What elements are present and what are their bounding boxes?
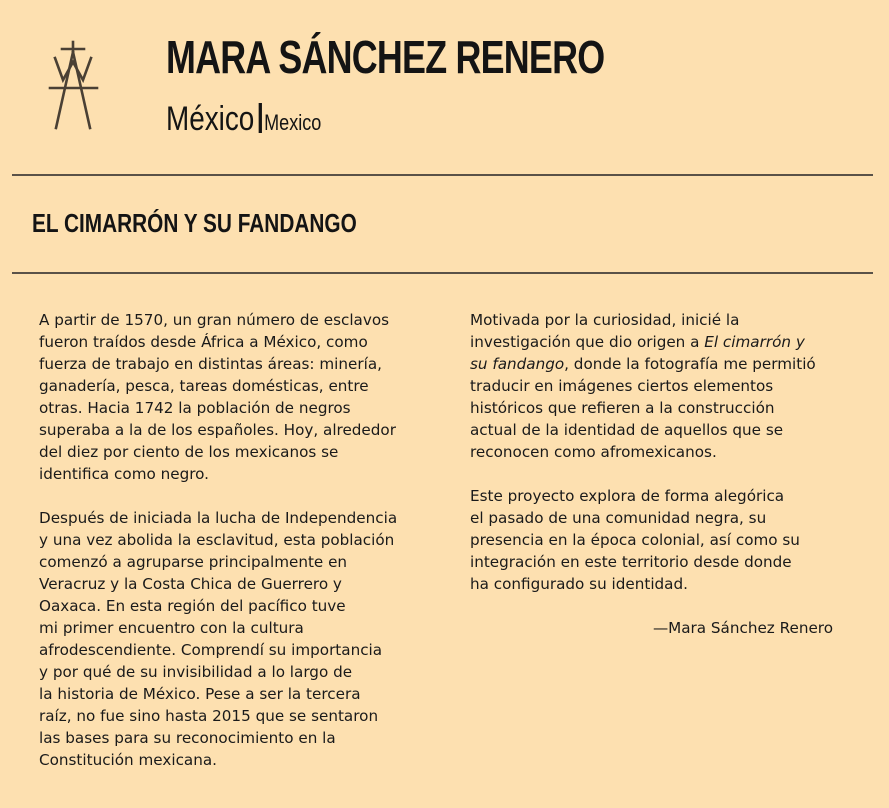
right-text-column (470, 309, 850, 617)
text-line: fuerza de trabajo en distintas áreas: minería, (39, 355, 382, 373)
text-line: y por qué de su invisibilidad a lo largo de (39, 663, 353, 681)
artist-country (166, 100, 321, 139)
text-line: otras. Hacia 1742 la población de negros (39, 399, 351, 417)
text-line: la historia de México. Pese a ser la tercera (39, 685, 361, 703)
text-line: Constitución mexicana. (39, 751, 218, 769)
text-line: el pasado de una comunidad negra, su (470, 509, 767, 527)
top-divider (12, 174, 873, 176)
right-paragraph-1 (470, 309, 850, 463)
text-fragment: investigación que dio origen a (470, 333, 705, 351)
project-title-italic: su fandango (470, 355, 565, 373)
text-line: y una vez abolida la esclavitud, esta población (39, 531, 395, 549)
text-line: del diez por ciento de los mexicanos se (39, 443, 339, 461)
text-line: Motivada por la curiosidad, inicié la (470, 311, 740, 329)
text-line: identifica como negro. (39, 465, 209, 483)
right-paragraph-2 (470, 485, 850, 595)
project-title-italic: El cimarrón y (704, 333, 805, 351)
project-title: EL CIMARRÓN Y SU FANDANGO (32, 208, 357, 238)
artist-name: MARA SÁNCHEZ RENERO (166, 31, 605, 83)
text-line: actual de la identidad de aquellos que se (470, 421, 784, 439)
text-line: integración en este territorio desde donde (470, 553, 792, 571)
country-separator (258, 103, 261, 133)
text-line (470, 353, 850, 375)
text-line: A partir de 1570, un gran número de esclavos (39, 311, 390, 329)
author-signature: —Mara Sánchez Renero (652, 619, 833, 637)
text-line: comenzó a agruparse principalmente en (39, 553, 348, 571)
left-paragraph-2 (39, 507, 414, 771)
text-line: Este proyecto explora de forma alegórica (470, 487, 785, 505)
text-line: Veracruz y la Costa Chica de Guerrero y (39, 575, 342, 593)
text-line: fueron traídos desde África a México, como (39, 333, 368, 351)
left-text-column (39, 309, 414, 793)
text-line: afrodescendiente. Comprendí su importancia (39, 641, 383, 659)
text-line: ganadería, pesca, tareas domésticas, entre (39, 377, 369, 395)
text-line: mi primer encuentro con la cultura (39, 619, 304, 637)
text-line: reconocen como afromexicanos. (470, 443, 717, 461)
bottom-divider (12, 272, 873, 274)
country-english: Mexico (264, 110, 322, 135)
text-line: superaba a la de los españoles. Hoy, alrededor (39, 421, 396, 439)
text-line: las bases para su reconocimiento en la (39, 729, 336, 747)
text-line: Después de iniciada la lucha de Independencia (39, 509, 398, 527)
monogram-logo-icon (44, 40, 102, 132)
left-paragraph-1 (39, 309, 414, 485)
text-line: presencia en la época colonial, así como su (470, 531, 800, 549)
text-line: ha configurado su identidad. (470, 575, 688, 593)
text-line: históricos que refieren a la construcción (470, 399, 775, 417)
text-line: traducir en imágenes ciertos elementos (470, 377, 774, 395)
text-fragment: , donde la fotografía me permitió (564, 355, 816, 373)
text-line: raíz, no fue sino hasta 2015 que se sentaron (39, 707, 379, 725)
country-spanish: México (166, 100, 255, 138)
text-line (470, 331, 850, 353)
text-line: Oaxaca. En esta región del pacífico tuve (39, 597, 346, 615)
